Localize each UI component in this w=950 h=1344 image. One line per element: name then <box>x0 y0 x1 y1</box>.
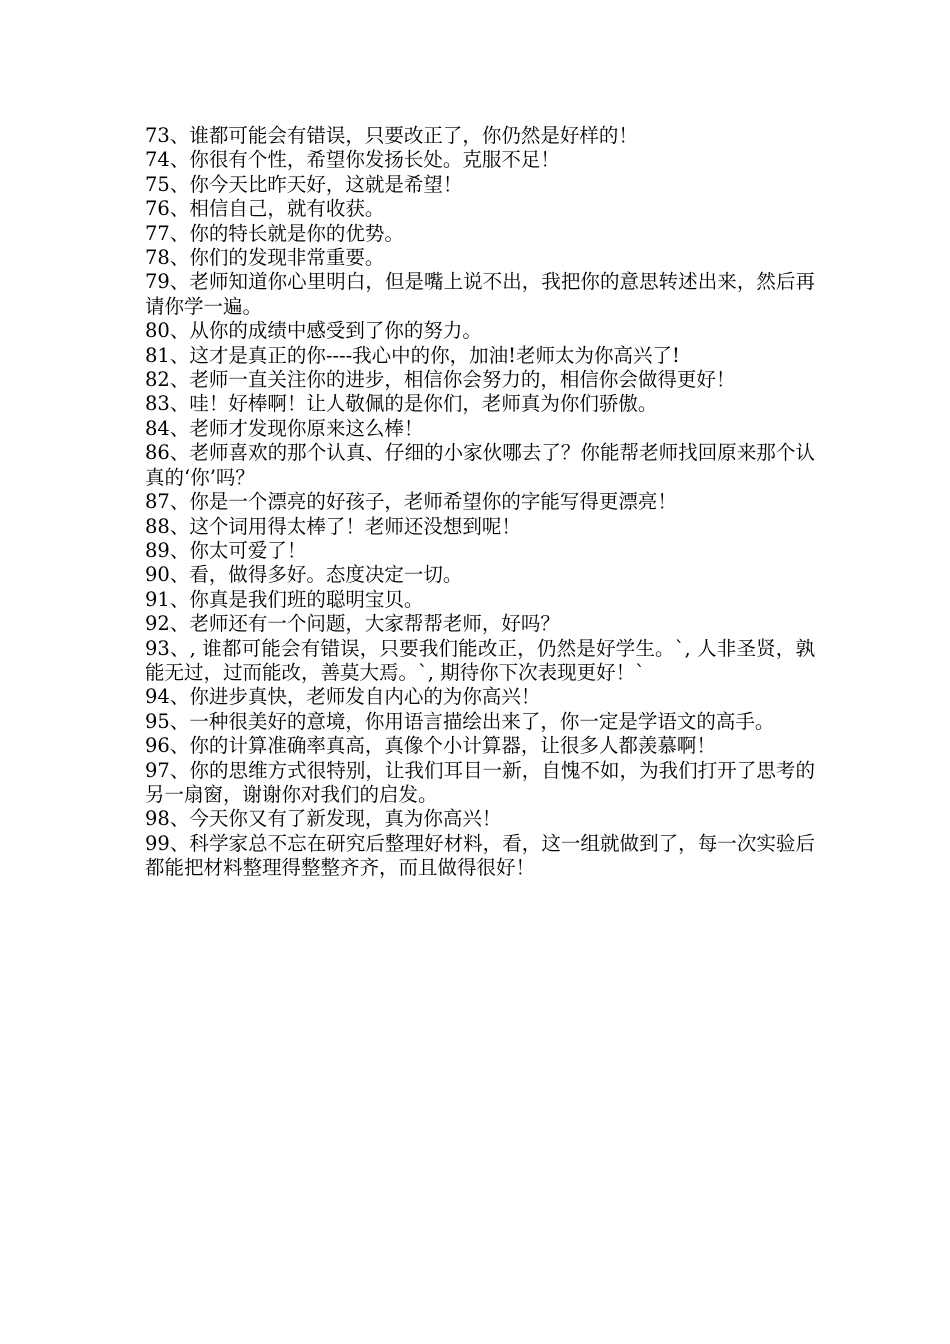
document-body <box>145 124 815 881</box>
list-item: 88、这个词用得太棒了！老师还没想到呢！ <box>145 514 521 538</box>
list-item: 89、你太可爱了！ <box>145 538 307 562</box>
list-item: 76、相信自己，就有收获。 <box>145 197 385 221</box>
list-item: 75、你今天比昨天好，这就是希望！ <box>145 172 463 196</box>
list-item: 95、一种很美好的意境，你用语言描绘出来了，你一定是学语文的高手。 <box>145 709 775 733</box>
list-item: 98、今天你又有了新发现，真为你高兴！ <box>145 807 502 831</box>
list-item: 74、你很有个性，希望你发扬长处。克服不足！ <box>145 148 560 172</box>
list-item: 94、你进步真快，老师发自内心的为你高兴！ <box>145 685 541 709</box>
list-item: 93、, 谁都可能会有错误，只要我们能改正，仍然是好学生。`, 人非圣贤，孰能无过，过而能改，善莫大焉。`, 期待你下次表现更好！` <box>145 636 815 684</box>
list-item: 96、你的计算准确率真高，真像个小计算器，让很多人都羡慕啊！ <box>145 734 716 758</box>
list-item: 79、老师知道你心里明白，但是嘴上说不出，我把你的意思转述出来，然后再请你学一遍。 <box>145 270 815 318</box>
list-item: 73、谁都可能会有错误，只要改正了，你仍然是好样的！ <box>145 124 638 147</box>
list-item: 78、你们的发现非常重要。 <box>145 246 385 270</box>
list-item: 91、你真是我们班的聪明宝贝。 <box>145 587 424 611</box>
list-item: 77、你的特长就是你的优势。 <box>145 221 404 245</box>
list-item: 86、老师喜欢的那个认真、仔细的小家伙哪去了？你能帮老师找回原来那个认真的‘你’吗？ <box>145 441 815 489</box>
list-item: 87、你是一个漂亮的好孩子，老师希望你的字能写得更漂亮！ <box>145 490 677 514</box>
list-item: 81、这才是真正的你----我心中的你，加油!老师太为你高兴了! <box>145 343 680 367</box>
list-item: 80、从你的成绩中感受到了你的努力。 <box>145 319 482 343</box>
list-item: 83、哇！好棒啊！让人敬佩的是你们，老师真为你们骄傲。 <box>145 392 658 416</box>
list-item: 90、看，做得多好。态度决定一切。 <box>145 563 463 587</box>
list-item: 97、你的思维方式很特别，让我们耳目一新，自愧不如，为我们打开了思考的另一扇窗，谢谢你对我们的启发。 <box>145 758 815 806</box>
list-item: 99、科学家总不忘在研究后整理好材料，看，这一组就做到了，每一次实验后都能把材料整理得整整齐齐，而且做得很好！ <box>145 831 815 880</box>
list-item: 92、老师还有一个问题，大家帮帮老师，好吗？ <box>145 612 560 636</box>
list-item: 82、老师一直关注你的进步，相信你会努力的，相信你会做得更好！ <box>145 368 736 392</box>
list-item: 84、老师才发现你原来这么棒！ <box>145 416 424 440</box>
